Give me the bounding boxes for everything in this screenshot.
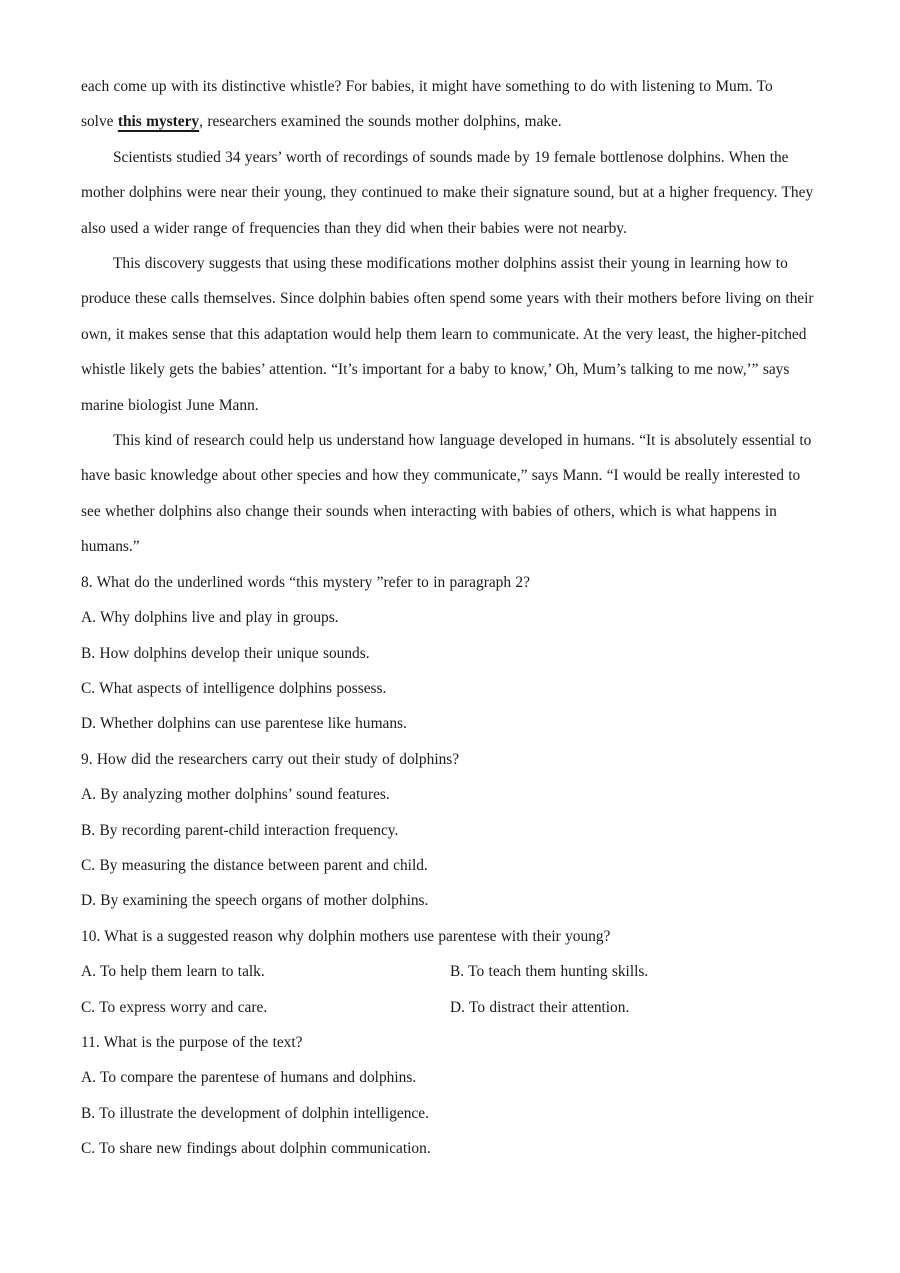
passage-line — [81, 104, 820, 139]
underlined-phrase-this-mystery: this mystery — [117, 113, 200, 131]
passage-line: have basic knowledge about other species and how they communicate,” says Mann. “I would be really interested to — [81, 467, 801, 485]
passage-line: mother dolphins were near their young, they continued to make their signature sound, but at a higher frequency. They — [81, 184, 814, 202]
question-8-option-d: D. Whether dolphins can use parentese like humans. — [81, 715, 407, 733]
question-11-option-a: A. To compare the parentese of humans and dolphins. — [81, 1069, 417, 1087]
question-10-option-b: B. To teach them hunting skills. — [450, 963, 649, 981]
question-10-option-c: C. To express worry and care. — [81, 998, 268, 1016]
passage-line: also used a wider range of frequencies than they did when their babies were not nearby. — [81, 219, 627, 237]
question-8-stem: 8. What do the underlined words “this mystery ”refer to in paragraph 2? — [81, 573, 530, 591]
question-10-stem: 10. What is a suggested reason why dolphin mothers use parentese with their young? — [81, 927, 611, 945]
reading-passage — [81, 69, 820, 565]
passage-line: humans.” — [81, 538, 140, 556]
question-9 — [81, 742, 820, 919]
passage-line: each come up with its distinctive whistle? For babies, it might have something to do with listening to Mum. To — [81, 78, 773, 95]
question-10-options-row-2 — [81, 990, 820, 1025]
question-8-option-c: C. What aspects of intelligence dolphins possess. — [81, 679, 387, 697]
question-11-option-c: C. To share new findings about dolphin communication. — [81, 1140, 431, 1158]
question-10 — [81, 919, 820, 1025]
question-10-option-d: D. To distract their attention. — [450, 998, 630, 1016]
questions-section — [81, 565, 820, 1167]
passage-line: own, it makes sense that this adaptation would help them learn to communicate. At the very least, the higher-pitched — [81, 325, 807, 343]
question-9-option-a: A. By analyzing mother dolphins’ sound features. — [81, 786, 390, 804]
question-9-option-c: C. By measuring the distance between parent and child. — [81, 856, 428, 874]
passage-line: This kind of research could help us understand how language developed in humans. “It is absolutely essential to — [113, 432, 812, 450]
passage-text: solve — [81, 113, 118, 131]
question-9-option-d: D. By examining the speech organs of mother dolphins. — [81, 892, 429, 910]
question-9-option-b: B. By recording parent-child interaction frequency. — [81, 821, 399, 839]
passage-line: Scientists studied 34 years’ worth of recordings of sounds made by 19 female bottlenose dolphins. When the — [113, 148, 789, 166]
passage-line: see whether dolphins also change their sounds when interacting with babies of others, which is what happens in — [81, 502, 777, 520]
question-8 — [81, 565, 820, 742]
question-10-options-row-1 — [81, 954, 820, 989]
passage-line: This discovery suggests that using these modifications mother dolphins assist their young in learning how to — [113, 255, 788, 273]
question-11 — [81, 1025, 820, 1167]
question-8-option-b: B. How dolphins develop their unique sounds. — [81, 644, 370, 662]
question-11-stem: 11. What is the purpose of the text? — [81, 1033, 303, 1051]
passage-line: marine biologist June Mann. — [81, 396, 259, 414]
passage-line: whistle likely gets the babies’ attention. “It’s important for a baby to know,’ Oh, Mum’s talking to me now,’” says — [81, 361, 790, 379]
question-10-option-a: A. To help them learn to talk. — [81, 963, 265, 981]
passage-line: produce these calls themselves. Since dolphin babies often spend some years with their mothers before living on their — [81, 290, 814, 308]
passage-text: , researchers examined the sounds mother dolphins, make. — [199, 113, 562, 131]
question-11-option-b: B. To illustrate the development of dolphin intelligence. — [81, 1104, 429, 1122]
question-8-option-a: A. Why dolphins live and play in groups. — [81, 609, 339, 627]
question-9-stem: 9. How did the researchers carry out their study of dolphins? — [81, 750, 460, 768]
